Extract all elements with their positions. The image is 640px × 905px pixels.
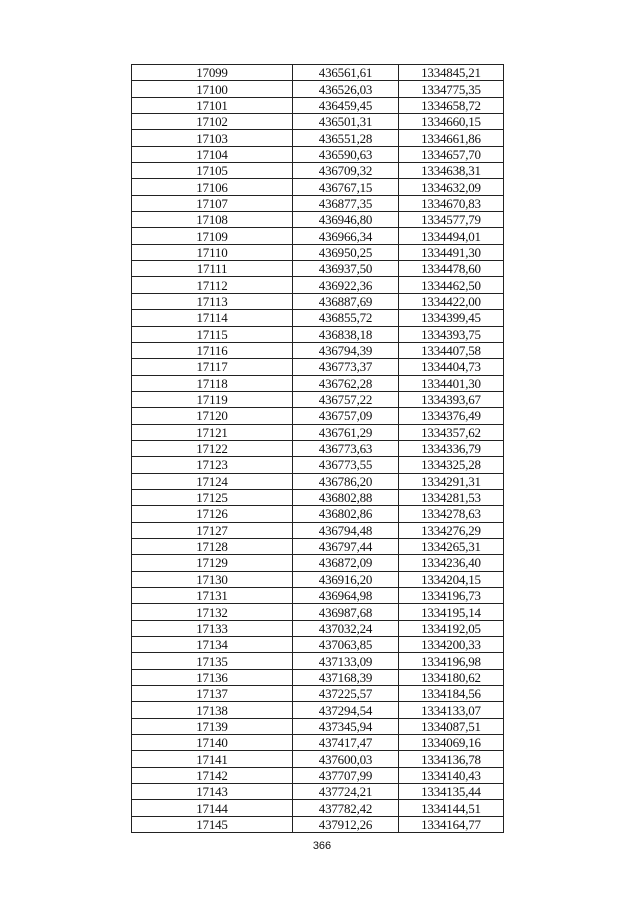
x-coordinate-cell: 436757,22 [293, 391, 399, 407]
y-coordinate-cell: 1334192,05 [399, 620, 504, 636]
table-row [132, 637, 504, 653]
point-number-cell: 17143 [132, 784, 293, 800]
point-number-cell: 17145 [132, 816, 293, 832]
x-coordinate-cell: 436767,15 [293, 179, 399, 195]
table-row [132, 669, 504, 685]
table-row [132, 310, 504, 326]
y-coordinate-cell: 1334422,00 [399, 293, 504, 309]
table-row [132, 473, 504, 489]
x-coordinate-cell: 436887,69 [293, 293, 399, 309]
x-coordinate-cell: 436966,34 [293, 228, 399, 244]
table-row [132, 784, 504, 800]
x-coordinate-cell: 437133,09 [293, 653, 399, 669]
y-coordinate-cell: 1334494,01 [399, 228, 504, 244]
y-coordinate-cell: 1334393,67 [399, 391, 504, 407]
point-number-cell: 17111 [132, 261, 293, 277]
point-number-cell: 17126 [132, 506, 293, 522]
x-coordinate-cell: 436773,55 [293, 457, 399, 473]
x-coordinate-cell: 436757,09 [293, 408, 399, 424]
y-coordinate-cell: 1334577,79 [399, 212, 504, 228]
y-coordinate-cell: 1334357,62 [399, 424, 504, 440]
y-coordinate-cell: 1334164,77 [399, 816, 504, 832]
table-row [132, 457, 504, 473]
y-coordinate-cell: 1334775,35 [399, 81, 504, 97]
x-coordinate-cell: 437168,39 [293, 669, 399, 685]
y-coordinate-cell: 1334491,30 [399, 244, 504, 260]
table-row [132, 800, 504, 816]
point-number-cell: 17100 [132, 81, 293, 97]
point-number-cell: 17141 [132, 751, 293, 767]
table-row [132, 359, 504, 375]
x-coordinate-cell: 437707,99 [293, 767, 399, 783]
y-coordinate-cell: 1334462,50 [399, 277, 504, 293]
x-coordinate-cell: 436872,09 [293, 555, 399, 571]
point-number-cell: 17124 [132, 473, 293, 489]
table-row [132, 620, 504, 636]
table-row [132, 293, 504, 309]
x-coordinate-cell: 436590,63 [293, 146, 399, 162]
x-coordinate-cell: 436950,25 [293, 244, 399, 260]
y-coordinate-cell: 1334399,45 [399, 310, 504, 326]
point-number-cell: 17120 [132, 408, 293, 424]
point-number-cell: 17105 [132, 163, 293, 179]
y-coordinate-cell: 1334376,49 [399, 408, 504, 424]
x-coordinate-cell: 436877,35 [293, 195, 399, 211]
point-number-cell: 17115 [132, 326, 293, 342]
y-coordinate-cell: 1334670,83 [399, 195, 504, 211]
page-number: 366 [312, 840, 332, 852]
x-coordinate-cell: 436916,20 [293, 571, 399, 587]
x-coordinate-cell: 436838,18 [293, 326, 399, 342]
table-row [132, 81, 504, 97]
y-coordinate-cell: 1334845,21 [399, 65, 504, 81]
table-row [132, 163, 504, 179]
x-coordinate-cell: 436937,50 [293, 261, 399, 277]
y-coordinate-cell: 1334200,33 [399, 637, 504, 653]
point-number-cell: 17123 [132, 457, 293, 473]
table-row [132, 489, 504, 505]
table-row [132, 735, 504, 751]
y-coordinate-cell: 1334276,29 [399, 522, 504, 538]
table-row [132, 212, 504, 228]
point-number-cell: 17125 [132, 489, 293, 505]
y-coordinate-cell: 1334393,75 [399, 326, 504, 342]
point-number-cell: 17138 [132, 702, 293, 718]
table-row [132, 277, 504, 293]
x-coordinate-cell: 436773,63 [293, 440, 399, 456]
table-row [132, 506, 504, 522]
table-row [132, 97, 504, 113]
point-number-cell: 17144 [132, 800, 293, 816]
point-number-cell: 17117 [132, 359, 293, 375]
table-row [132, 261, 504, 277]
y-coordinate-cell: 1334658,72 [399, 97, 504, 113]
y-coordinate-cell: 1334144,51 [399, 800, 504, 816]
x-coordinate-cell: 436794,39 [293, 342, 399, 358]
table-row [132, 604, 504, 620]
table-row [132, 588, 504, 604]
table-row [132, 751, 504, 767]
x-coordinate-cell: 437294,54 [293, 702, 399, 718]
x-coordinate-cell: 437225,57 [293, 686, 399, 702]
point-number-cell: 17107 [132, 195, 293, 211]
point-number-cell: 17110 [132, 244, 293, 260]
y-coordinate-cell: 1334135,44 [399, 784, 504, 800]
y-coordinate-cell: 1334281,53 [399, 489, 504, 505]
y-coordinate-cell: 1334404,73 [399, 359, 504, 375]
x-coordinate-cell: 436459,45 [293, 97, 399, 113]
table-row [132, 571, 504, 587]
point-number-cell: 17099 [132, 65, 293, 81]
table-row [132, 653, 504, 669]
y-coordinate-cell: 1334236,40 [399, 555, 504, 571]
table-row [132, 538, 504, 554]
point-number-cell: 17140 [132, 735, 293, 751]
x-coordinate-cell: 437782,42 [293, 800, 399, 816]
x-coordinate-cell: 436794,48 [293, 522, 399, 538]
point-number-cell: 17101 [132, 97, 293, 113]
point-number-cell: 17127 [132, 522, 293, 538]
point-number-cell: 17139 [132, 718, 293, 734]
y-coordinate-cell: 1334638,31 [399, 163, 504, 179]
x-coordinate-cell: 436987,68 [293, 604, 399, 620]
table-row [132, 408, 504, 424]
x-coordinate-cell: 436773,37 [293, 359, 399, 375]
x-coordinate-cell: 437345,94 [293, 718, 399, 734]
y-coordinate-cell: 1334196,98 [399, 653, 504, 669]
point-number-cell: 17118 [132, 375, 293, 391]
table-body [132, 65, 504, 833]
point-number-cell: 17104 [132, 146, 293, 162]
y-coordinate-cell: 1334278,63 [399, 506, 504, 522]
y-coordinate-cell: 1334661,86 [399, 130, 504, 146]
point-number-cell: 17113 [132, 293, 293, 309]
y-coordinate-cell: 1334657,70 [399, 146, 504, 162]
x-coordinate-cell: 437600,03 [293, 751, 399, 767]
point-number-cell: 17102 [132, 114, 293, 130]
table-row [132, 816, 504, 832]
y-coordinate-cell: 1334407,58 [399, 342, 504, 358]
y-coordinate-cell: 1334196,73 [399, 588, 504, 604]
x-coordinate-cell: 436855,72 [293, 310, 399, 326]
point-number-cell: 17135 [132, 653, 293, 669]
x-coordinate-cell: 436946,80 [293, 212, 399, 228]
y-coordinate-cell: 1334401,30 [399, 375, 504, 391]
y-coordinate-cell: 1334291,31 [399, 473, 504, 489]
table-row [132, 522, 504, 538]
table-row [132, 326, 504, 342]
point-number-cell: 17134 [132, 637, 293, 653]
x-coordinate-cell: 436802,86 [293, 506, 399, 522]
table-row [132, 195, 504, 211]
point-number-cell: 17112 [132, 277, 293, 293]
table-row [132, 718, 504, 734]
table-row [132, 179, 504, 195]
point-number-cell: 17106 [132, 179, 293, 195]
x-coordinate-cell: 437063,85 [293, 637, 399, 653]
y-coordinate-cell: 1334632,09 [399, 179, 504, 195]
y-coordinate-cell: 1334184,56 [399, 686, 504, 702]
coordinates-table [131, 64, 504, 833]
table-row [132, 767, 504, 783]
y-coordinate-cell: 1334265,31 [399, 538, 504, 554]
point-number-cell: 17119 [132, 391, 293, 407]
table-row [132, 375, 504, 391]
point-number-cell: 17129 [132, 555, 293, 571]
table-row [132, 228, 504, 244]
point-number-cell: 17103 [132, 130, 293, 146]
table-row [132, 440, 504, 456]
point-number-cell: 17128 [132, 538, 293, 554]
x-coordinate-cell: 437417,47 [293, 735, 399, 751]
y-coordinate-cell: 1334133,07 [399, 702, 504, 718]
x-coordinate-cell: 436709,32 [293, 163, 399, 179]
y-coordinate-cell: 1334136,78 [399, 751, 504, 767]
point-number-cell: 17130 [132, 571, 293, 587]
point-number-cell: 17108 [132, 212, 293, 228]
x-coordinate-cell: 436802,88 [293, 489, 399, 505]
table-row [132, 114, 504, 130]
y-coordinate-cell: 1334140,43 [399, 767, 504, 783]
x-coordinate-cell: 437032,24 [293, 620, 399, 636]
point-number-cell: 17133 [132, 620, 293, 636]
table-row [132, 342, 504, 358]
x-coordinate-cell: 436762,28 [293, 375, 399, 391]
table-row [132, 391, 504, 407]
x-coordinate-cell: 437912,26 [293, 816, 399, 832]
point-number-cell: 17114 [132, 310, 293, 326]
point-number-cell: 17122 [132, 440, 293, 456]
table-row [132, 702, 504, 718]
y-coordinate-cell: 1334336,79 [399, 440, 504, 456]
table-row [132, 65, 504, 81]
table-row [132, 686, 504, 702]
y-coordinate-cell: 1334087,51 [399, 718, 504, 734]
y-coordinate-cell: 1334660,15 [399, 114, 504, 130]
point-number-cell: 17121 [132, 424, 293, 440]
x-coordinate-cell: 436964,98 [293, 588, 399, 604]
x-coordinate-cell: 437724,21 [293, 784, 399, 800]
point-number-cell: 17132 [132, 604, 293, 620]
table-row [132, 244, 504, 260]
x-coordinate-cell: 436922,36 [293, 277, 399, 293]
y-coordinate-cell: 1334204,15 [399, 571, 504, 587]
y-coordinate-cell: 1334478,60 [399, 261, 504, 277]
y-coordinate-cell: 1334325,28 [399, 457, 504, 473]
x-coordinate-cell: 436761,29 [293, 424, 399, 440]
x-coordinate-cell: 436797,44 [293, 538, 399, 554]
point-number-cell: 17137 [132, 686, 293, 702]
y-coordinate-cell: 1334195,14 [399, 604, 504, 620]
table-row [132, 146, 504, 162]
point-number-cell: 17116 [132, 342, 293, 358]
point-number-cell: 17131 [132, 588, 293, 604]
point-number-cell: 17109 [132, 228, 293, 244]
x-coordinate-cell: 436561,61 [293, 65, 399, 81]
table-row [132, 555, 504, 571]
table-row [132, 130, 504, 146]
y-coordinate-cell: 1334069,16 [399, 735, 504, 751]
x-coordinate-cell: 436786,20 [293, 473, 399, 489]
point-number-cell: 17142 [132, 767, 293, 783]
point-number-cell: 17136 [132, 669, 293, 685]
x-coordinate-cell: 436526,03 [293, 81, 399, 97]
table-row [132, 424, 504, 440]
x-coordinate-cell: 436501,31 [293, 114, 399, 130]
x-coordinate-cell: 436551,28 [293, 130, 399, 146]
y-coordinate-cell: 1334180,62 [399, 669, 504, 685]
